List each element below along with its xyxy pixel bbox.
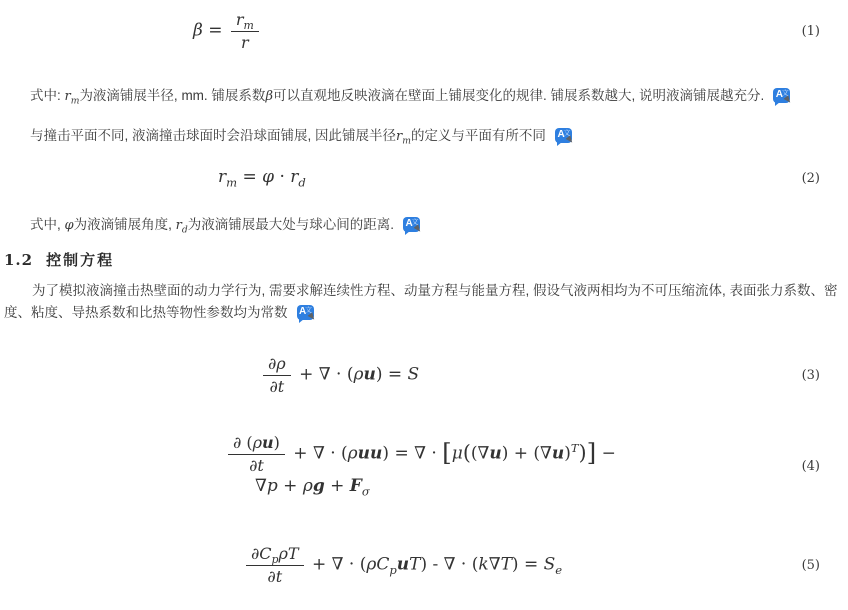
paragraph-governing-intro-line1 xyxy=(5,281,848,301)
paragraph-sphere-impact xyxy=(5,126,848,147)
paragraph-text: 度、粘度、导热系数和比热等物性参数均为常数 xyxy=(4,305,288,320)
equation-4-formula-line1: $\frac{\partial (\rho u)}{\partial t}$ + ∇ · (ρuu) = ∇ · $[\mu((\nabla u) + (\nabla u)^T)]$ − xyxy=(225,434,616,474)
equation-3-number: (3) xyxy=(801,367,820,383)
translate-icon[interactable] xyxy=(555,128,572,143)
cursor-arrow-icon xyxy=(784,95,795,107)
translate-icon-letter: A xyxy=(299,305,307,317)
equation-5-number: (5) xyxy=(801,557,820,573)
equation-4-formula-line2: $\nabla p + \rho g + F_\sigma$ xyxy=(255,476,370,499)
equation-1-row xyxy=(0,8,848,54)
equation-3-row xyxy=(0,352,848,398)
equation-1-formula: β = $\frac{r_m}{r}$ xyxy=(193,11,262,51)
translate-icon[interactable] xyxy=(297,305,314,320)
translate-icon-cjk: 文 xyxy=(305,307,312,314)
equation-3-formula: $\frac{\partial\rho}{\partial t}$ + ∇ · (ρu) = S xyxy=(260,355,419,395)
translate-icon-letter: A xyxy=(557,128,565,140)
paragraph-angle-distance xyxy=(5,215,848,236)
translate-icon-letter: A xyxy=(775,88,783,100)
section-heading xyxy=(4,249,114,270)
paragraph-text: 与撞击平面不同, 液滴撞击球面时会沿球面铺展, 因此铺展半径$r_m$的定义与平面有所不同 xyxy=(30,128,546,147)
fraction: $\frac{\partial (\rho u)}{\partial t}$ xyxy=(228,434,285,474)
equation-5-row xyxy=(0,540,848,590)
translate-icon-cjk: 文 xyxy=(781,90,789,97)
fraction: $\frac{r_m}{r}$ xyxy=(231,11,259,51)
fraction: $\frac{\partial C_p\rho T}{\partial t}$ xyxy=(246,545,304,585)
equation-5-formula: $\frac{\partial C_p\rho T}{\partial t}$ + ∇ · $(\rho C_puT)$ - ∇ · $(k\nabla T) = S_e$ xyxy=(243,545,562,585)
cursor-arrow-icon xyxy=(414,224,425,236)
equation-1-number: (1) xyxy=(801,23,820,39)
paragraph-spread-coefficient xyxy=(5,86,848,107)
cursor-arrow-icon xyxy=(565,135,576,147)
paragraph-text: 为了模拟液滴撞击热壁面的动力学行为, 需要求解连续性方程、动量方程与能量方程, 假设气液两相均为不可压缩流体, 表面张力系数、密 xyxy=(32,283,838,298)
paragraph-governing-intro-line2 xyxy=(4,303,848,323)
translate-icon[interactable] xyxy=(403,217,420,232)
equation-2-row xyxy=(0,160,848,196)
translate-icon[interactable] xyxy=(773,88,790,103)
equation-2-formula: $r_m = \varphi \cdot r_d$ xyxy=(218,167,306,190)
equation-2-number: (2) xyxy=(801,170,820,186)
translate-icon-cjk: 文 xyxy=(563,130,571,137)
paragraph-text: 式中, φ为液滴铺展角度, $r_d$为液滴铺展最大处与球心间的距离. xyxy=(30,217,394,236)
translate-icon-letter: A xyxy=(405,217,413,229)
section-title: 控制方程 xyxy=(46,252,115,269)
cursor-arrow-icon xyxy=(307,312,318,324)
section-number: 1.2 xyxy=(4,251,34,269)
equation-4-row xyxy=(0,434,848,498)
translate-icon-cjk: 文 xyxy=(411,219,419,226)
fraction: $\frac{\partial\rho}{\partial t}$ xyxy=(263,355,291,395)
equation-4-number: (4) xyxy=(801,458,820,474)
paragraph-text: 式中: $r_m$为液滴铺展半径, mm. 铺展系数β可以直观地反映液滴在壁面上铺展变化的规律. 铺展系数越大, 说明液滴铺展越充分. xyxy=(30,88,765,107)
